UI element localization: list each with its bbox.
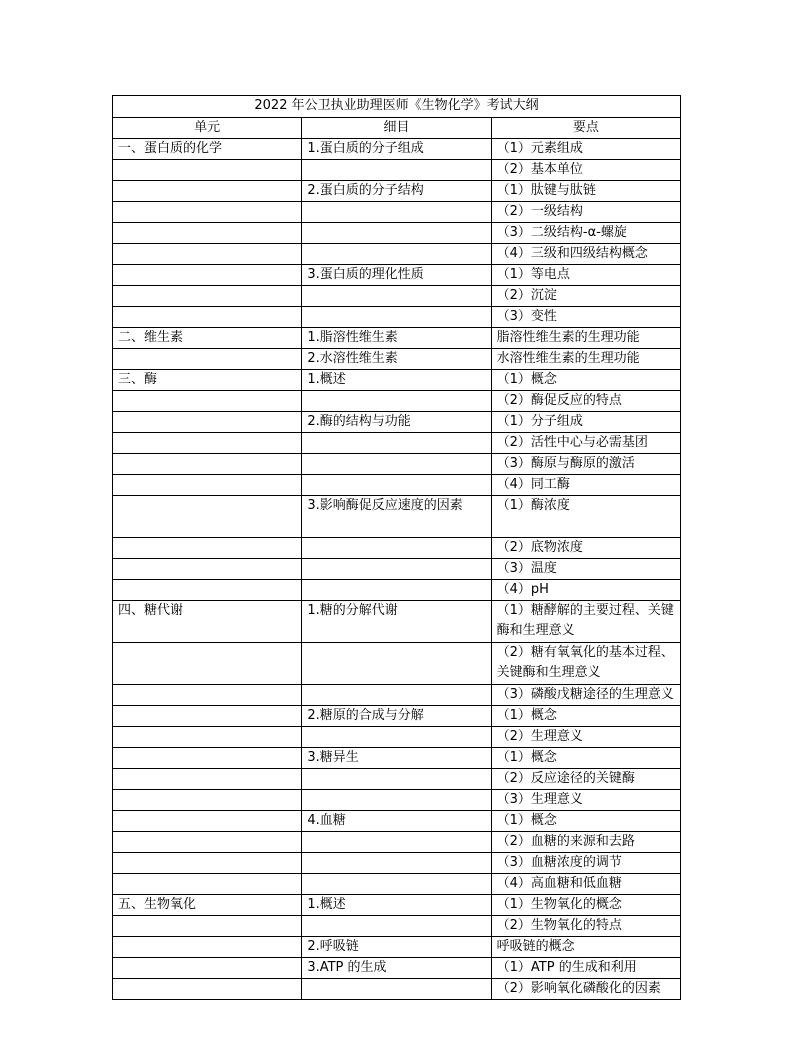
point-cell: （2）生物氧化的特点 (491, 916, 680, 937)
table-row (113, 727, 681, 748)
table-row (113, 685, 681, 706)
item-cell (302, 202, 491, 223)
unit-cell (113, 433, 302, 454)
unit-cell (113, 811, 302, 832)
table-row (113, 181, 681, 202)
point-cell: （4）pH (491, 580, 680, 601)
item-cell (302, 832, 491, 853)
unit-cell (113, 160, 302, 181)
point-cell: （1）ATP 的生成和利用 (491, 958, 680, 979)
table-title: 2022 年公卫执业助理医师《生物化学》考试大纲 (113, 96, 681, 118)
point-cell: （1）概念 (491, 370, 680, 391)
item-cell: 1.糖的分解代谢 (302, 601, 491, 643)
table-row (113, 223, 681, 244)
unit-cell (113, 391, 302, 412)
point-cell: 水溶性维生素的生理功能 (491, 349, 680, 370)
point-cell: （2）影响氧化磷酸化的因素 (491, 979, 680, 1000)
point-cell: （1）分子组成 (491, 412, 680, 433)
unit-cell (113, 454, 302, 475)
table-row (113, 328, 681, 349)
point-cell: （1）酶浓度 (491, 496, 680, 538)
item-cell (302, 916, 491, 937)
unit-cell (113, 265, 302, 286)
point-cell: 脂溶性维生素的生理功能 (491, 328, 680, 349)
unit-cell (113, 769, 302, 790)
point-cell: （1）元素组成 (491, 139, 680, 160)
table-row (113, 202, 681, 223)
item-cell: 2.酶的结构与功能 (302, 412, 491, 433)
item-cell (302, 979, 491, 1000)
point-cell: （2）糖有氧氧化的基本过程、关键酶和生理意义 (491, 643, 680, 685)
table-row (113, 391, 681, 412)
point-cell: （1）概念 (491, 706, 680, 727)
table-row (113, 496, 681, 538)
point-cell: （3）磷酸戊糖途径的生理意义 (491, 685, 680, 706)
unit-cell (113, 244, 302, 265)
table-row (113, 580, 681, 601)
item-cell (302, 454, 491, 475)
item-cell (302, 223, 491, 244)
table-row (113, 895, 681, 916)
table-row (113, 979, 681, 1000)
point-cell: （2）生理意义 (491, 727, 680, 748)
header-item: 细目 (302, 118, 491, 139)
table-row (113, 643, 681, 685)
unit-cell (113, 853, 302, 874)
unit-cell (113, 496, 302, 538)
table-row (113, 454, 681, 475)
table-row (113, 811, 681, 832)
item-cell (302, 685, 491, 706)
item-cell (302, 853, 491, 874)
table-row (113, 538, 681, 559)
item-cell (302, 286, 491, 307)
item-cell (302, 790, 491, 811)
unit-cell (113, 538, 302, 559)
unit-cell (113, 559, 302, 580)
point-cell: （2）底物浓度 (491, 538, 680, 559)
unit-cell (113, 181, 302, 202)
outline-table-body (113, 96, 681, 1000)
header-points: 要点 (491, 118, 680, 139)
table-row (113, 433, 681, 454)
exam-outline-table (112, 95, 681, 1000)
point-cell: （3）生理意义 (491, 790, 680, 811)
table-row (113, 475, 681, 496)
item-cell: 3.糖异生 (302, 748, 491, 769)
unit-cell (113, 580, 302, 601)
title-row (113, 96, 681, 118)
item-cell (302, 160, 491, 181)
point-cell: （1）生物氧化的概念 (491, 895, 680, 916)
unit-cell (113, 685, 302, 706)
item-cell (302, 244, 491, 265)
table-row (113, 244, 681, 265)
item-cell: 2.水溶性维生素 (302, 349, 491, 370)
unit-cell (113, 475, 302, 496)
item-cell: 2.呼吸链 (302, 937, 491, 958)
item-cell (302, 538, 491, 559)
point-cell: （3）温度 (491, 559, 680, 580)
unit-cell (113, 349, 302, 370)
unit-cell (113, 916, 302, 937)
point-cell: （2）沉淀 (491, 286, 680, 307)
unit-cell (113, 223, 302, 244)
header-row (113, 118, 681, 139)
table-row (113, 601, 681, 643)
point-cell: （2）反应途径的关键酶 (491, 769, 680, 790)
table-row (113, 874, 681, 895)
item-cell (302, 643, 491, 685)
item-cell: 2.糖原的合成与分解 (302, 706, 491, 727)
point-cell: （4）同工酶 (491, 475, 680, 496)
table-row (113, 832, 681, 853)
point-cell: （1）概念 (491, 811, 680, 832)
unit-cell (113, 727, 302, 748)
point-cell: （2）基本单位 (491, 160, 680, 181)
point-cell: （3）变性 (491, 307, 680, 328)
item-cell: 4.血糖 (302, 811, 491, 832)
unit-cell (113, 286, 302, 307)
point-cell: （2）酶促反应的特点 (491, 391, 680, 412)
point-cell: （1）糖酵解的主要过程、关键酶和生理意义 (491, 601, 680, 643)
item-cell: 3.影响酶促反应速度的因素 (302, 496, 491, 538)
table-row (113, 412, 681, 433)
unit-cell (113, 307, 302, 328)
point-cell: （2）活性中心与必需基团 (491, 433, 680, 454)
item-cell: 1.概述 (302, 895, 491, 916)
table-row (113, 853, 681, 874)
unit-cell (113, 937, 302, 958)
item-cell: 1.蛋白质的分子组成 (302, 139, 491, 160)
point-cell: 呼吸链的概念 (491, 937, 680, 958)
item-cell (302, 874, 491, 895)
unit-cell: 一、蛋白质的化学 (113, 139, 302, 160)
table-row (113, 958, 681, 979)
table-row (113, 916, 681, 937)
unit-cell: 二、维生素 (113, 328, 302, 349)
table-row (113, 139, 681, 160)
unit-cell (113, 643, 302, 685)
item-cell: 2.蛋白质的分子结构 (302, 181, 491, 202)
unit-cell: 四、糖代谢 (113, 601, 302, 643)
point-cell: （4）高血糖和低血糖 (491, 874, 680, 895)
table-row (113, 286, 681, 307)
item-cell (302, 475, 491, 496)
point-cell: （1）肽键与肽链 (491, 181, 680, 202)
point-cell: （3）二级结构-α-螺旋 (491, 223, 680, 244)
table-row (113, 937, 681, 958)
table-row (113, 769, 681, 790)
unit-cell (113, 748, 302, 769)
unit-cell (113, 412, 302, 433)
table-row (113, 706, 681, 727)
item-cell (302, 391, 491, 412)
header-unit: 单元 (113, 118, 302, 139)
item-cell (302, 433, 491, 454)
table-row (113, 160, 681, 181)
point-cell: （3）酶原与酶原的激活 (491, 454, 680, 475)
point-cell: （3）血糖浓度的调节 (491, 853, 680, 874)
unit-cell (113, 958, 302, 979)
point-cell: （2）一级结构 (491, 202, 680, 223)
point-cell: （1）等电点 (491, 265, 680, 286)
table-row (113, 559, 681, 580)
table-row (113, 748, 681, 769)
item-cell (302, 307, 491, 328)
point-cell: （4）三级和四级结构概念 (491, 244, 680, 265)
point-cell: （1）概念 (491, 748, 680, 769)
item-cell: 1.脂溶性维生素 (302, 328, 491, 349)
table-row (113, 307, 681, 328)
item-cell: 1.概述 (302, 370, 491, 391)
table-row (113, 349, 681, 370)
item-cell (302, 580, 491, 601)
unit-cell: 三、酶 (113, 370, 302, 391)
point-cell: （2）血糖的来源和去路 (491, 832, 680, 853)
unit-cell (113, 832, 302, 853)
table-row (113, 265, 681, 286)
item-cell (302, 769, 491, 790)
table-row (113, 790, 681, 811)
unit-cell (113, 202, 302, 223)
item-cell (302, 559, 491, 580)
item-cell (302, 727, 491, 748)
unit-cell (113, 979, 302, 1000)
item-cell: 3.蛋白质的理化性质 (302, 265, 491, 286)
unit-cell: 五、生物氧化 (113, 895, 302, 916)
unit-cell (113, 874, 302, 895)
unit-cell (113, 790, 302, 811)
unit-cell (113, 706, 302, 727)
item-cell: 3.ATP 的生成 (302, 958, 491, 979)
table-row (113, 370, 681, 391)
